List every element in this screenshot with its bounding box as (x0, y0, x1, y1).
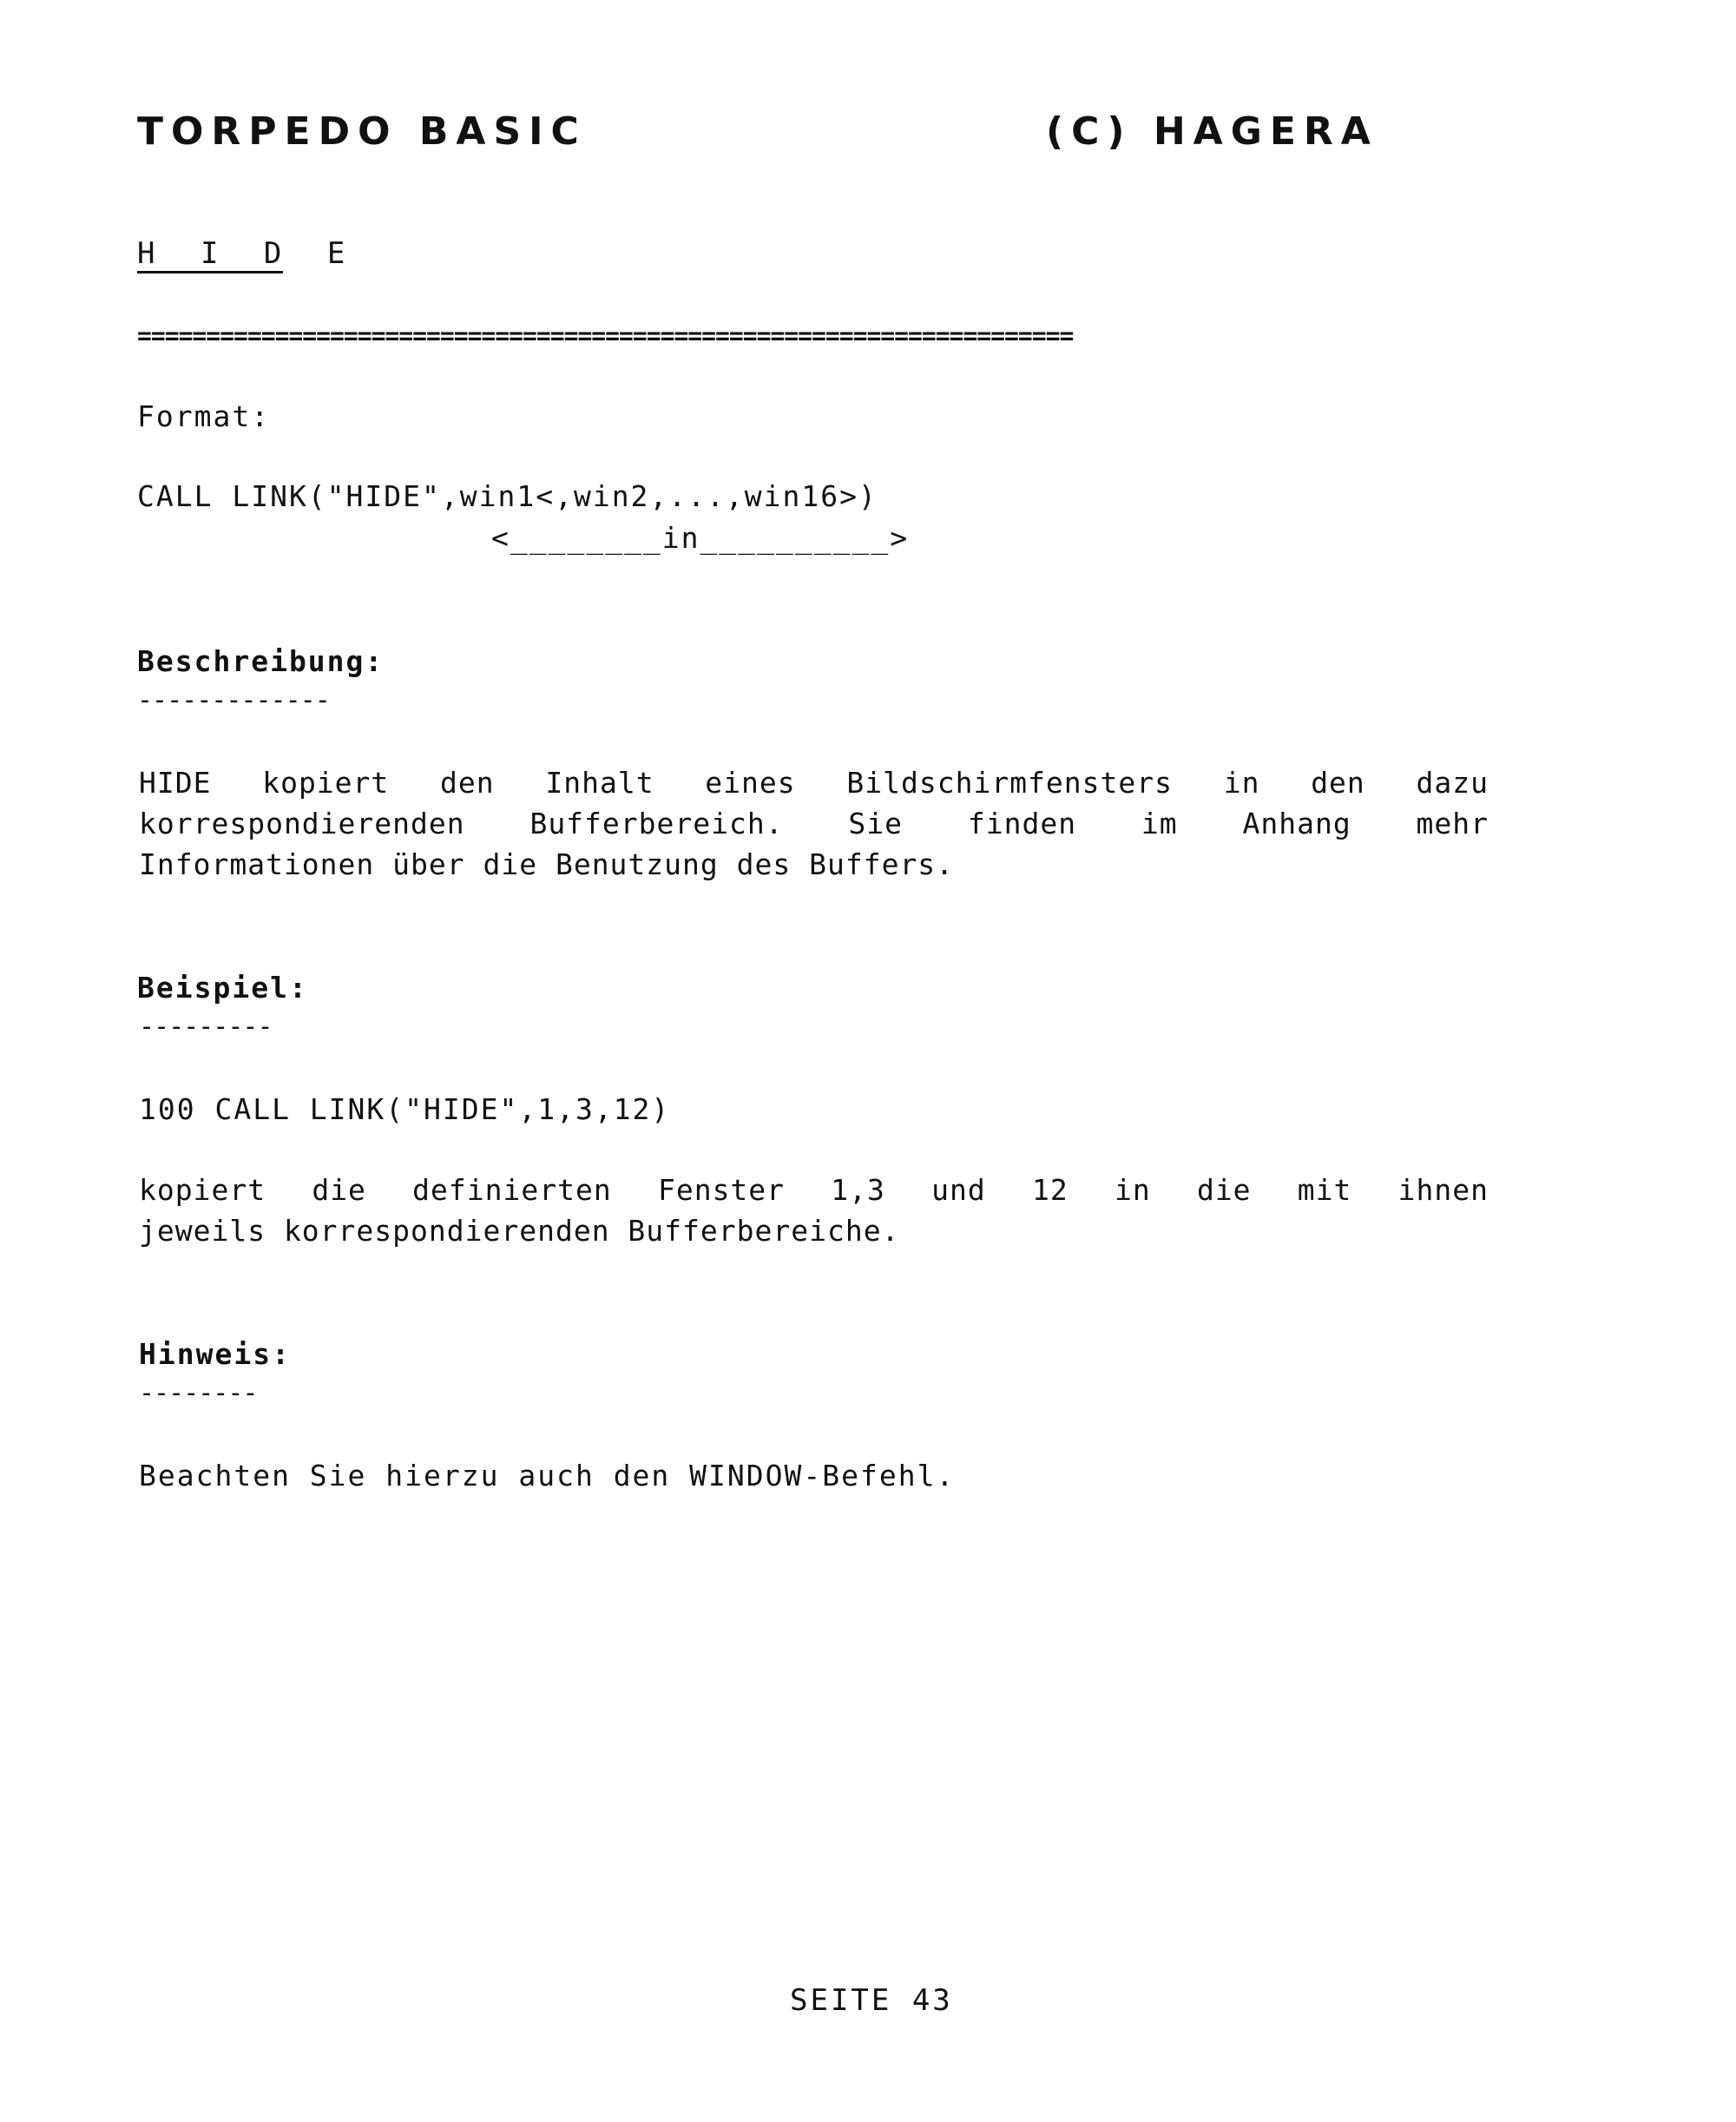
section-title: H I D E (137, 236, 359, 271)
note-text: Beachten Sie hierzu auch den WINDOW-Befehl. (139, 1459, 956, 1493)
title-underline (137, 271, 283, 273)
description-underline: ------------- (137, 685, 330, 715)
page-number: SEITE 43 (790, 1983, 953, 2018)
example-code: 100 CALL LINK("HIDE",1,3,12) (139, 1092, 671, 1126)
example-paragraph (139, 1170, 1489, 1251)
note-underline: -------- (139, 1378, 258, 1408)
description-heading: Beschreibung: (137, 644, 385, 678)
description-paragraph (139, 762, 1489, 885)
header-title: TORPEDO BASIC (137, 109, 587, 154)
format-syntax: CALL LINK("HIDE",win1<,win2,...,win16>) (137, 479, 878, 513)
format-heading: Format: (137, 399, 271, 433)
format-range: <________in__________> (491, 521, 910, 555)
example-line: kopiert die definierten Fenster 1,3 und 12 in die mit ihnen (139, 1173, 1489, 1207)
description-line: Informationen über die Benutzung des Buffers. (139, 847, 955, 881)
example-underline: --------- (139, 1012, 273, 1042)
description-line: HIDE kopiert den Inhalt eines Bildschirmfensters in den dazu (139, 766, 1489, 800)
note-heading: Hinweis: (139, 1337, 291, 1371)
header-copyright: (C) HAGERA (1046, 109, 1378, 154)
example-heading: Beispiel: (137, 971, 308, 1005)
example-line: jeweils korrespondierenden Bufferbereiche. (139, 1214, 900, 1248)
description-line: korrespondierenden Bufferbereich. Sie finden im Anhang mehr (139, 807, 1489, 840)
separator-line: ==================================================================== (137, 321, 1074, 350)
